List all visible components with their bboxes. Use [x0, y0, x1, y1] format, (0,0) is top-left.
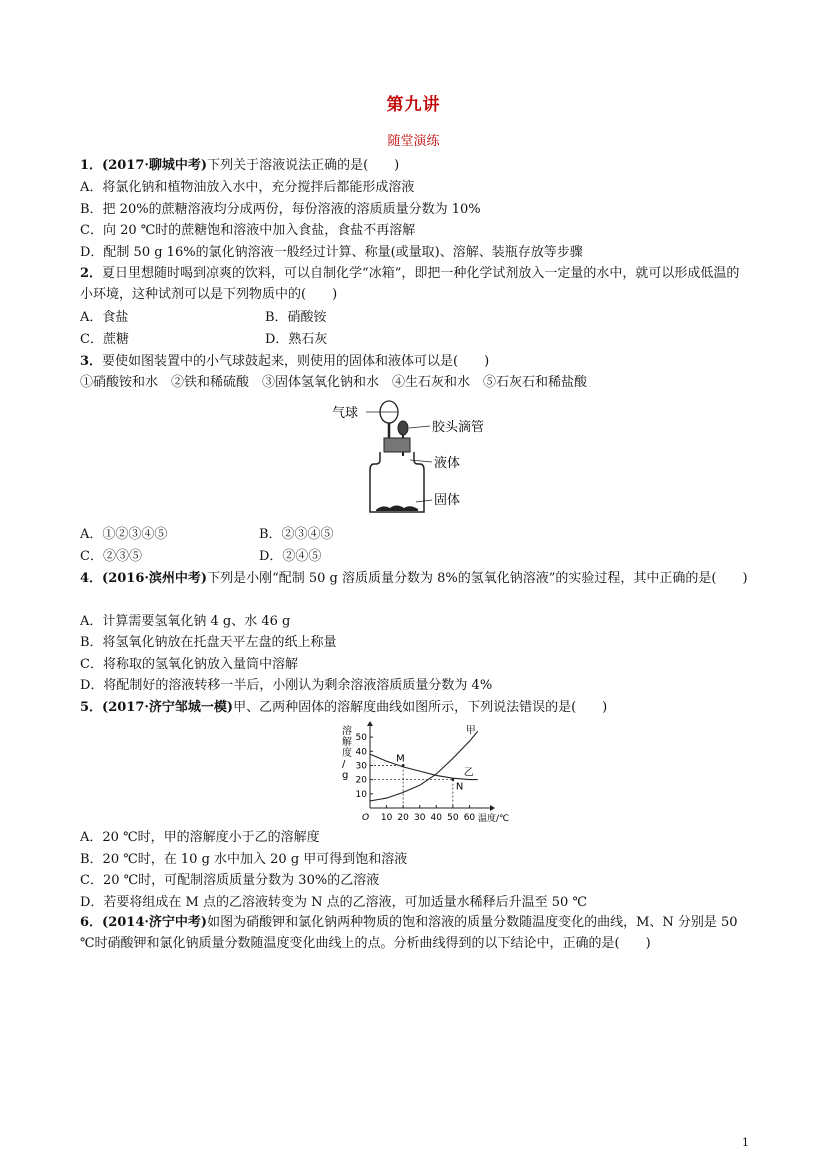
x-axis-label: 温度/℃	[478, 814, 510, 824]
x-tick-label: 60	[463, 813, 476, 823]
point-M	[402, 764, 405, 767]
x-tick-label: 10	[380, 813, 393, 823]
solid-shape	[376, 506, 418, 512]
question-5-source: (2017·济宁邹城一模)	[102, 700, 234, 715]
question-3-text: 要使如图装置中的小气球鼓起来，则使用的固体和液体可以是( )	[102, 354, 490, 369]
page-title: 第九讲	[386, 95, 441, 115]
question-4-source: (2016·滨州中考)	[102, 571, 208, 586]
question-6-stem	[80, 912, 752, 954]
y-tick-label: 30	[355, 761, 367, 772]
question-1-text: 下列关于溶液说法正确的是( )	[207, 158, 400, 173]
question-6-source: (2014·济宁中考)	[102, 915, 208, 930]
page-number: 1	[742, 1136, 749, 1149]
question-2-number: 2．	[80, 266, 103, 281]
apparatus-figure	[330, 398, 500, 520]
y-tick-label: 40	[355, 747, 367, 758]
series-label-1: 甲	[465, 725, 476, 737]
question-3-option-d: D．②④⑤	[259, 549, 322, 564]
question-1-stem	[80, 157, 399, 175]
point-N	[451, 778, 454, 781]
question-2-option-a: A．食盐	[80, 310, 129, 325]
question-5-option-d: D．若要将组成在 M 点的乙溶液转变为 N 点的乙溶液，可加适量水稀释后升温至 50 ℃	[80, 895, 587, 910]
question-6-text: 如图为硝酸钾和氯化钠两种物质的饱和溶液的质量分数随温度变化的曲线，M、N 分别是 50 ℃时硝酸钾和氯化钠质量分数随温度变化曲线上的点。分析曲线得到的以下结论中，正确的是( )	[80, 915, 738, 951]
y-axis-label-char: /	[342, 759, 346, 770]
x-tick-label: 40	[430, 813, 443, 823]
stopper-shape	[384, 438, 410, 452]
x-tick-label: 30	[413, 813, 426, 823]
question-5-option-b: B．20 ℃时，在 10 g 水中加入 20 g 甲可得到饱和溶液	[80, 852, 408, 867]
question-4-option-d: D．将配制好的溶液转移一半后，小刚认为剩余溶液溶质质量分数为 4%	[80, 678, 493, 693]
dropper-bulb	[398, 421, 408, 435]
bottle-shape	[370, 452, 424, 512]
question-2-option-b: B．硝酸铵	[265, 310, 327, 325]
question-4-stem	[80, 568, 752, 589]
y-tick-label: 50	[355, 733, 367, 744]
x-tick-label: 20	[397, 813, 409, 823]
question-4-option-b: B．将氢氧化钠放在托盘天平左盘的纸上称量	[80, 635, 337, 650]
question-4-option-c: C．将称取的氢氧化钠放入量筒中溶解	[80, 657, 298, 672]
series-line-2	[370, 754, 478, 780]
question-5-option-c: C．20 ℃时，可配制溶质质量分数为 30%的乙溶液	[80, 873, 380, 888]
question-3-option-c: C．②③⑤	[80, 549, 142, 564]
label-solid: 固体	[434, 493, 461, 508]
y-tick-label: 10	[355, 789, 367, 800]
point-label-N: N	[455, 781, 464, 793]
question-5-option-a: A．20 ℃时，甲的溶解度小于乙的溶解度	[80, 830, 320, 845]
point-label-M: M	[396, 753, 405, 765]
question-3-option-b: B．②③④⑤	[259, 527, 334, 542]
y-axis-label-char: g	[342, 770, 349, 781]
y-axis-arrow	[367, 721, 373, 726]
question-3-option-a: A．①②③④⑤	[80, 527, 168, 542]
question-1-number: 1．	[80, 158, 103, 173]
page-subtitle: 随堂演练	[387, 134, 440, 149]
question-3-number: 3．	[80, 354, 103, 369]
question-2-option-c: C．蔗糖	[80, 332, 129, 347]
y-axis-label-char: 解	[342, 737, 352, 748]
y-axis-label-char: 度	[342, 748, 352, 759]
question-1-source: (2017·聊城中考)	[102, 158, 208, 173]
question-2-stem	[80, 263, 752, 305]
question-1-option-c: C．向 20 ℃时的蔗糖饱和溶液中加入食盐，食盐不再溶解	[80, 223, 416, 238]
question-3-stem	[80, 353, 489, 371]
question-1-option-b: B．把 20%的蔗糖溶液均分成两份，每份溶液的溶质质量分数为 10%	[80, 202, 481, 217]
question-4-number: 4．	[80, 571, 103, 586]
y-axis-label-char: 溶	[342, 726, 352, 737]
question-2-text: 夏日里想随时喝到凉爽的饮料，可以自制化学“冰箱”，即把一种化学试剂放入一定量的水中，就可以形成低温的小环境，这种试剂可以是下列物质中的( )	[80, 266, 740, 302]
question-5-stem	[80, 699, 607, 717]
x-tick-label: 50	[447, 813, 459, 823]
origin-label: O	[362, 813, 370, 823]
series-label-2: 乙	[463, 767, 474, 779]
question-4-text: 下列是小刚“配制 50 g 溶质质量分数为 8%的氢氧化钠溶液”的实验过程，其中正确的是( )	[207, 571, 748, 586]
x-axis-arrow	[490, 805, 495, 811]
y-tick-label: 20	[355, 775, 367, 786]
question-5-text: 甲、乙两种固体的溶解度曲线如图所示，下列说法错误的是( )	[233, 700, 608, 715]
question-2-option-d: D．熟石灰	[265, 332, 328, 347]
question-5-number: 5．	[80, 700, 103, 715]
question-4-option-a: A．计算需要氢氧化钠 4 g、水 46 g	[80, 614, 291, 629]
label-balloon: 气球	[332, 406, 359, 421]
question-3-choices: ①硝酸铵和水 ②铁和稀硫酸 ③固体氢氧化钠和水 ④生石灰和水 ⑤石灰石和稀盐酸	[80, 375, 588, 390]
question-1-option-a: A．将氯化钠和植物油放入水中，充分搅拌后都能形成溶液	[80, 180, 415, 195]
label-dropper: 胶头滴管	[432, 420, 485, 435]
question-1-option-d: D．配制 50 g 16%的氯化钠溶液一般经过计算、称量(或量取)、溶解、装瓶存放等步骤	[80, 245, 583, 260]
label-liquid: 液体	[434, 456, 461, 471]
solubility-chart	[338, 722, 510, 826]
question-6-number: 6．	[80, 915, 103, 930]
